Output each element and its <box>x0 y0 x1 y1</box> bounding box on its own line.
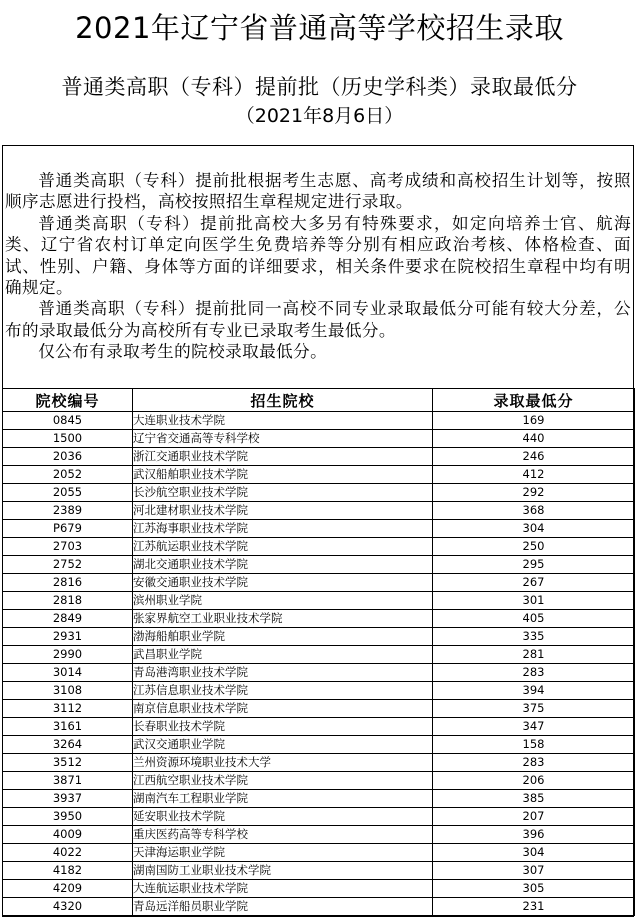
note-paragraph: 普通类高职（专科）提前批高校大多另有特殊要求，如定向培养士官、航海类、辽宁省农村订单定向医学生免费培养等分别有相应政治考核、体格检查、面试、性别、户籍、身体等方面的详细要求，相关条件要求在院校招生章程中均有明确规定。 <box>5 213 631 298</box>
table-header-row <box>3 389 635 412</box>
min-score-cell: 440 <box>433 430 635 448</box>
table-row <box>3 628 635 646</box>
school-name-cell: 武汉交通职业学院 <box>133 736 433 754</box>
school-code-cell: 2036 <box>3 448 133 466</box>
min-score-cell: 207 <box>433 808 635 826</box>
table-row <box>3 880 635 898</box>
min-score-cell: 295 <box>433 556 635 574</box>
school-code-cell: 3871 <box>3 772 133 790</box>
school-code-cell: 3108 <box>3 682 133 700</box>
table-row <box>3 466 635 484</box>
school-name-cell: 长沙航空职业技术学院 <box>133 484 433 502</box>
school-code-cell: 2816 <box>3 574 133 592</box>
school-code-cell: 4022 <box>3 844 133 862</box>
min-score-cell: 283 <box>433 664 635 682</box>
school-code-cell: 3950 <box>3 808 133 826</box>
school-name-cell: 大连职业技术学院 <box>133 412 433 430</box>
table-row <box>3 646 635 664</box>
min-score-cell: 335 <box>433 628 635 646</box>
min-score-cell: 281 <box>433 646 635 664</box>
table-row <box>3 682 635 700</box>
table-row <box>3 826 635 844</box>
school-code-cell: 3112 <box>3 700 133 718</box>
school-name-cell: 江苏航运职业技术学院 <box>133 538 433 556</box>
table-row <box>3 502 635 520</box>
school-name-cell: 江苏信息职业技术学院 <box>133 682 433 700</box>
school-code-cell: 2703 <box>3 538 133 556</box>
header-school-name: 招生院校 <box>133 389 433 412</box>
school-code-cell: 2752 <box>3 556 133 574</box>
school-code-cell: P679 <box>3 520 133 538</box>
min-score-cell: 385 <box>433 790 635 808</box>
table-row <box>3 538 635 556</box>
table-row <box>3 484 635 502</box>
school-code-cell: 2052 <box>3 466 133 484</box>
page-subtitle: 普通类高职（专科）提前批（历史学科类）录取最低分 <box>61 75 578 99</box>
school-name-cell: 张家界航空工业职业技术学院 <box>133 610 433 628</box>
school-name-cell: 安徽交通职业技术学院 <box>133 574 433 592</box>
table-row <box>3 592 635 610</box>
school-name-cell: 河北建材职业技术学院 <box>133 502 433 520</box>
school-code-cell: 2849 <box>3 610 133 628</box>
school-code-cell: 2055 <box>3 484 133 502</box>
min-score-cell: 375 <box>433 700 635 718</box>
table-row <box>3 664 635 682</box>
note-paragraph: 普通类高职（专科）提前批根据考生志愿、高考成绩和高校招生计划等，按照顺序志愿进行投档，高校按照招生章程规定进行录取。 <box>5 171 631 212</box>
page-title: 2021年辽宁省普通高等学校招生录取 <box>75 11 564 45</box>
school-code-cell: 4009 <box>3 826 133 844</box>
table-row <box>3 430 635 448</box>
table-row <box>3 862 635 880</box>
min-score-cell: 169 <box>433 412 635 430</box>
table-row <box>3 790 635 808</box>
school-code-cell: 3937 <box>3 790 133 808</box>
school-name-cell: 湖南国防工业职业技术学院 <box>133 862 433 880</box>
school-code-cell: 4320 <box>3 898 133 916</box>
table-row <box>3 844 635 862</box>
school-name-cell: 延安职业技术学院 <box>133 808 433 826</box>
table-row <box>3 718 635 736</box>
school-code-cell: 3512 <box>3 754 133 772</box>
table-row <box>3 610 635 628</box>
school-name-cell: 重庆医药高等专科学校 <box>133 826 433 844</box>
school-name-cell: 江苏海事职业技术学院 <box>133 520 433 538</box>
min-score-cell: 396 <box>433 826 635 844</box>
table-row <box>3 448 635 466</box>
table-row <box>3 700 635 718</box>
table-row <box>3 412 635 430</box>
min-score-cell: 307 <box>433 862 635 880</box>
min-score-cell: 304 <box>433 520 635 538</box>
min-score-cell: 267 <box>433 574 635 592</box>
note-paragraph: 普通类高职（专科）提前批同一高校不同专业录取最低分可能有较大分差，公布的录取最低分为高校所有专业已录取考生最低分。 <box>5 299 631 340</box>
school-name-cell: 浙江交通职业技术学院 <box>133 448 433 466</box>
school-code-cell: 2931 <box>3 628 133 646</box>
school-name-cell: 武汉船舶职业技术学院 <box>133 466 433 484</box>
school-code-cell: 2818 <box>3 592 133 610</box>
school-code-cell: 1500 <box>3 430 133 448</box>
table-row <box>3 754 635 772</box>
min-score-cell: 231 <box>433 898 635 916</box>
min-score-cell: 246 <box>433 448 635 466</box>
min-score-cell: 394 <box>433 682 635 700</box>
min-score-cell: 301 <box>433 592 635 610</box>
school-name-cell: 渤海船舶职业学院 <box>133 628 433 646</box>
school-code-cell: 3014 <box>3 664 133 682</box>
min-score-cell: 206 <box>433 772 635 790</box>
table-row <box>3 574 635 592</box>
header-min-score: 录取最低分 <box>433 389 635 412</box>
table-row <box>3 736 635 754</box>
table-row <box>3 808 635 826</box>
notes-section <box>5 170 631 363</box>
school-name-cell: 长春职业技术学院 <box>133 718 433 736</box>
school-name-cell: 南京信息职业技术学院 <box>133 700 433 718</box>
school-code-cell: 0845 <box>3 412 133 430</box>
table-row <box>3 520 635 538</box>
school-code-cell: 3161 <box>3 718 133 736</box>
school-code-cell: 4209 <box>3 880 133 898</box>
header-school-code: 院校编号 <box>3 389 133 412</box>
publish-date: （2021年8月6日） <box>235 105 404 127</box>
min-score-cell: 304 <box>433 844 635 862</box>
min-score-cell: 158 <box>433 736 635 754</box>
school-code-cell: 4182 <box>3 862 133 880</box>
min-score-cell: 368 <box>433 502 635 520</box>
school-name-cell: 辽宁省交通高等专科学校 <box>133 430 433 448</box>
school-name-cell: 大连航运职业技术学院 <box>133 880 433 898</box>
note-paragraph: 仅公布有录取考生的院校录取最低分。 <box>38 342 328 362</box>
min-score-cell: 283 <box>433 754 635 772</box>
school-name-cell: 湖南汽车工程职业学院 <box>133 790 433 808</box>
min-score-cell: 405 <box>433 610 635 628</box>
min-score-cell: 292 <box>433 484 635 502</box>
school-name-cell: 青岛港湾职业技术学院 <box>133 664 433 682</box>
table-row <box>3 898 635 916</box>
min-score-cell: 250 <box>433 538 635 556</box>
school-name-cell: 湖北交通职业技术学院 <box>133 556 433 574</box>
school-name-cell: 武昌职业学院 <box>133 646 433 664</box>
table-row <box>3 556 635 574</box>
school-code-cell: 2990 <box>3 646 133 664</box>
school-name-cell: 青岛远洋船员职业学院 <box>133 898 433 916</box>
min-score-cell: 305 <box>433 880 635 898</box>
min-score-cell: 347 <box>433 718 635 736</box>
table-row <box>3 772 635 790</box>
school-name-cell: 滨州职业学院 <box>133 592 433 610</box>
school-name-cell: 天津海运职业学院 <box>133 844 433 862</box>
school-code-cell: 2389 <box>3 502 133 520</box>
school-name-cell: 江西航空职业技术学院 <box>133 772 433 790</box>
admission-score-table <box>2 388 635 916</box>
min-score-cell: 412 <box>433 466 635 484</box>
school-code-cell: 3264 <box>3 736 133 754</box>
school-name-cell: 兰州资源环境职业技术大学 <box>133 754 433 772</box>
